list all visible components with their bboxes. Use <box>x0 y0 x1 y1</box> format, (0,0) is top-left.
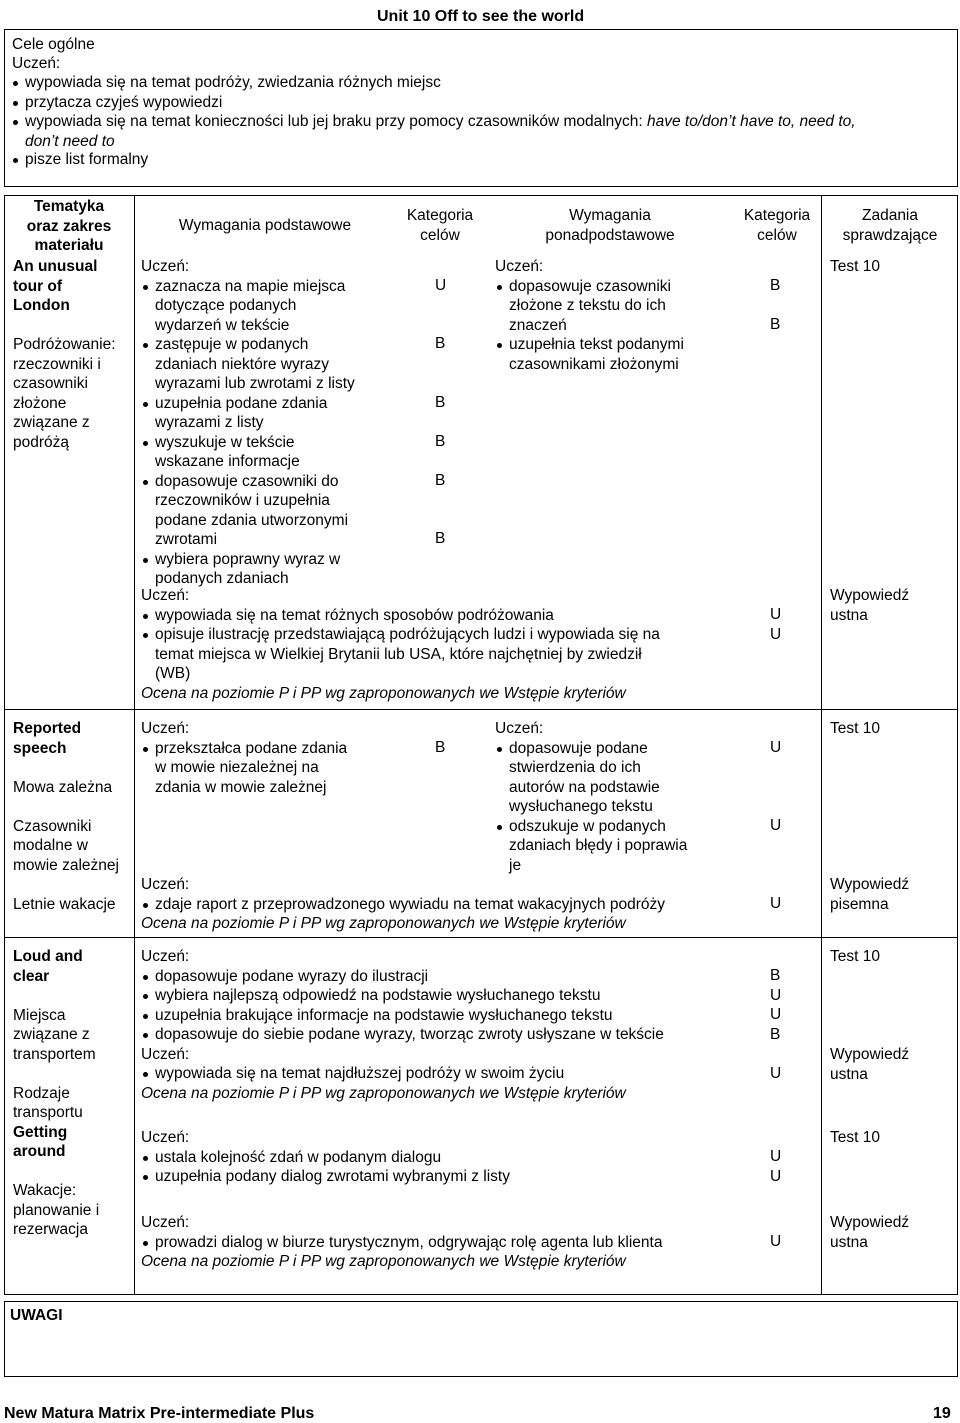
footer-book-title: New Matura Matrix Pre-intermediate Plus <box>4 1405 315 1422</box>
list-item: wypowiada się na temat różnych sposobów podróżowania <box>141 606 660 626</box>
list-item: zaznacza na mapie miejsca dotyczące podanych wydarzeń w tekście <box>141 277 355 336</box>
criteria-note: Ocena na poziomie P i PP wg zaproponowanych we Wstępie kryteriów <box>141 684 626 702</box>
list-item: dopasowuje podane stwierdzenia do ich autorów na podstawie wysłuchanego tekstu <box>495 739 687 817</box>
section3-task3: Test 10 <box>830 1129 880 1146</box>
list-item: wypowiada się na temat konieczności lub jej braku przy pomocy czasowników modalnych: have to/don’t have to, need to, <box>11 112 856 132</box>
list-item: pisze list formalny <box>11 150 148 170</box>
section3-block1: Uczeń: dopasowuje podane wyrazy do ilustracji wybiera najlepszą odpowiedź na podstawie wysłuchanego tekstu uzupełnia brakujące informacje na podstawie wysłuchanego tekstu dopasowuje do siebie podane wyrazy, tworząc zwroty usłyszane w tekście Uczeń: wypowiada się na temat najdłuższej podróży w swoim życiu Ocena na poziomie P i PP wg zaproponowanych we Wstępie kryteriów <box>141 948 664 1102</box>
unit-title: Unit 10 Off to see the world <box>377 8 585 25</box>
list-item: dopasowuje do siebie podane wyrazy, tworząc zwroty usłyszane w tekście <box>141 1025 664 1045</box>
criteria-note: Ocena na poziomie P i PP wg zaproponowanych we Wstępie kryteriów <box>141 1253 626 1270</box>
section1-speak-category: U <box>770 606 782 623</box>
section3-block3: Uczeń: prowadzi dialog w biurze turystycznym, odgrywając rolę agenta lub klienta Ocena na poziomie P i PP wg zaproponowanych we Wstępie kryteriów <box>141 1214 663 1270</box>
list-item: wyszukuje w tekście wskazane informacje <box>141 433 355 472</box>
section1-basic-category: B <box>435 394 446 411</box>
header-tasks: Zadania sprawdzające <box>842 207 938 244</box>
section1-topic: An unusual tour of London Podróżowanie: rzeczowniki i czasowniki złożone związane z podróżą <box>13 258 116 451</box>
section1-speaking: Uczeń: wypowiada się na temat różnych sposobów podróżowania opisuje ilustrację przedstawiającą podróżujących ludzi i wypowiada się na temat miejsca w Wielkiej Brytanii lub USA, które najchętniej by zwiedził (WB) Ocena na poziomie P i PP wg zaproponowanych we Wstępie kryteriów <box>141 587 660 702</box>
section1-basic-category: B <box>435 472 446 489</box>
section1-basic-category: B <box>435 530 446 547</box>
section1-advanced: Uczeń: dopasowuje czasowniki złożone z tekstu do ich znaczeń uzupełnia tekst podanymi czasownikami złożonymi <box>495 258 684 373</box>
list-item: uzupełnia tekst podanymi czasownikami złożonymi <box>495 335 684 374</box>
list-item: uzupełnia podany dialog zwrotami wybranymi z listy <box>141 1167 510 1187</box>
section2-adv-category: U <box>770 817 782 834</box>
list-item: uzupełnia brakujące informacje na podstawie wysłuchanego tekstu <box>141 1006 664 1026</box>
header-basic: Wymagania podstawowe <box>178 217 352 234</box>
section2-writing: Uczeń: zdaje raport z przeprowadzonego wywiadu na temat wakacyjnych podróży Ocena na poziomie P i PP wg zaproponowanych we Wstępie kryteriów <box>141 876 666 932</box>
section2-write-category: U <box>770 895 782 912</box>
section3-category: U <box>770 1168 782 1185</box>
section3-task4: Wypowiedź ustna <box>830 1214 910 1251</box>
footer-page-number: 19 <box>933 1405 951 1422</box>
list-item: wypowiada się na temat podróży, zwiedzania różnych miejsc <box>11 73 856 93</box>
goals-list <box>11 73 856 151</box>
section3-category: B <box>770 967 781 984</box>
section2-adv-category: U <box>770 739 782 756</box>
section3-category: U <box>770 1006 782 1023</box>
section3-category: U <box>770 1233 782 1250</box>
list-item: odszukuje w podanych zdaniach błędy i poprawia je <box>495 817 687 876</box>
list-item: uzupełnia podane zdania wyrazami z listy <box>141 394 355 433</box>
header-advanced: Wymagania ponadpodstawowe <box>545 207 675 244</box>
section2-basic: Uczeń: przekształca podane zdania w mowie niezależnej na zdania w mowie zależnej <box>141 720 348 796</box>
section3-task1: Test 10 <box>830 948 880 965</box>
goals-list-tail <box>11 150 148 170</box>
section3-topic: Loud and clear Miejsca związane z transportem Rodzaje transportu Getting around Wakacje: planowanie i rezerwacja <box>13 948 100 1238</box>
section3-task2: Wypowiedź ustna <box>830 1046 910 1083</box>
list-item: prowadzi dialog w biurze turystycznym, odgrywając rolę agenta lub klienta <box>141 1233 662 1253</box>
section2-basic-category: B <box>435 739 446 756</box>
section1-adv-category: B <box>770 316 781 333</box>
header-category-2: Kategoria celów <box>743 207 811 244</box>
criteria-note: Ocena na poziomie P i PP wg zaproponowanych we Wstępie kryteriów <box>141 1084 626 1102</box>
header-topic: Tematyka oraz zakres materiału <box>26 198 112 254</box>
section1-basic: Uczeń: zaznacza na mapie miejsca dotyczące podanych wydarzeń w tekście zastępuje w podanych zdaniach niektóre wyrazy wyrazami lub zwrotami z listy uzupełnia podane zdania wyrazami z listy wyszukuje w tekście wskazane informacje dopasowuje czasowniki do rzeczowników i uzupełnia podane zdania utworzonymi zwrotami wybiera poprawny wyraz w podanych zdaniach <box>141 258 355 587</box>
criteria-note: Ocena na poziomie P i PP wg zaproponowanych we Wstępie kryteriów <box>141 915 626 932</box>
list-item: przekształca podane zdania w mowie niezależnej na zdania w mowie zależnej <box>141 739 347 798</box>
notes-label: UWAGI <box>10 1307 63 1324</box>
goals-student-label: Uczeń: <box>12 55 61 72</box>
section2-topic: Reported speech Mowa zależna Czasowniki modalne w mowie zależnej Letnie wakacje <box>13 720 119 913</box>
list-item: wybiera poprawny wyraz w podanych zdaniach <box>141 550 355 589</box>
section3-block2: Uczeń: ustala kolejność zdań w podanym dialogu uzupełnia podany dialog zwrotami wybranymi z listy <box>141 1129 510 1185</box>
list-item: wypowiada się na temat najdłuższej podróży w swoim życiu <box>141 1064 664 1084</box>
list-item: opisuje ilustrację przedstawiającą podróżujących ludzi i wypowiada się na temat miejsca w Wielkiej Brytanii lub USA, które najchętniej by zwiedził (WB) <box>141 625 660 684</box>
list-item: ustala kolejność zdań w podanym dialogu <box>141 1148 510 1168</box>
list-item: wybiera najlepszą odpowiedź na podstawie wysłuchanego tekstu <box>141 986 664 1006</box>
section3-category: B <box>770 1026 781 1043</box>
section3-category: U <box>770 987 782 1004</box>
list-item: dopasowuje czasowniki do rzeczowników i uzupełnia podane zdania utworzonymi zwrotami <box>141 472 355 550</box>
section1-speak-task: Wypowiedź ustna <box>830 587 910 624</box>
list-item: dopasowuje czasowniki złożone z tekstu do ich znaczeń <box>495 277 684 336</box>
list-item: zastępuje w podanych zdaniach niektóre wyrazy wyrazami lub zwrotami z listy <box>141 335 355 394</box>
section2-task: Test 10 <box>830 720 880 737</box>
section1-adv-category: B <box>770 277 781 294</box>
section1-task: Test 10 <box>830 258 880 275</box>
section3-category: U <box>770 1065 782 1082</box>
list-item-continuation: don’t need to <box>25 132 115 150</box>
list-item: zdaje raport z przeprowadzonego wywiadu na temat wakacyjnych podróży <box>141 895 665 915</box>
list-item: dopasowuje podane wyrazy do ilustracji <box>141 967 664 987</box>
section1-speak-category: U <box>770 626 782 643</box>
header-category-1: Kategoria celów <box>406 207 474 244</box>
section3-category: U <box>770 1148 782 1165</box>
section1-basic-category: B <box>435 433 446 450</box>
section2-advanced: Uczeń: dopasowuje podane stwierdzenia do ich autorów na podstawie wysłuchanego tekstu odszukuje w podanych zdaniach błędy i poprawia je <box>495 720 688 874</box>
section1-basic-category: B <box>435 335 446 352</box>
goals-heading: Cele ogólne <box>12 36 95 53</box>
section1-basic-category: U <box>435 277 447 294</box>
section2-write-task: Wypowiedź pisemna <box>830 876 910 913</box>
list-item: przytacza czyjeś wypowiedzi <box>11 93 856 113</box>
